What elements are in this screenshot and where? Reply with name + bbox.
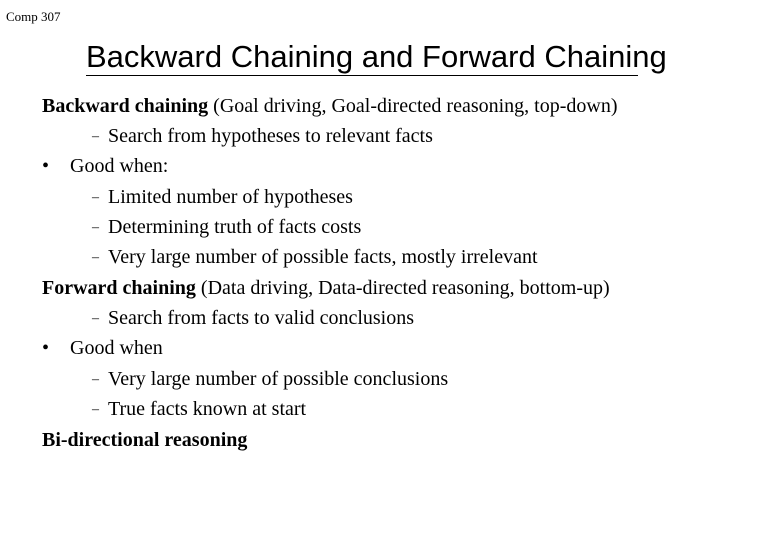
backward-sub-text: Search from hypotheses to relevant facts [108, 125, 433, 147]
bullet-marker: • [42, 155, 50, 177]
forward-sub-item [92, 305, 414, 332]
forward-term: Forward chaining [42, 277, 196, 299]
backward-good-label: Good when: [70, 155, 169, 177]
bullet-marker: • [42, 337, 50, 359]
dash-marker: – [92, 372, 99, 387]
dash-marker: – [92, 220, 99, 235]
bidirectional-heading [42, 427, 247, 453]
backward-good-item [92, 214, 361, 241]
dash-marker: – [92, 190, 99, 205]
forward-good-when [42, 335, 163, 361]
dash-marker: – [92, 129, 99, 144]
backward-good-text: Determining truth of facts costs [108, 216, 362, 238]
title-underline [86, 75, 638, 76]
forward-sub-text: Search from facts to valid conclusions [108, 307, 415, 329]
backward-good-when [42, 153, 168, 179]
backward-sub-item [92, 123, 433, 150]
course-header: Comp 307 [6, 9, 61, 24]
forward-good-item [92, 366, 448, 393]
backward-term: Backward chaining [42, 95, 209, 117]
dash-marker: – [92, 402, 99, 417]
forward-good-label: Good when [70, 337, 163, 359]
backward-good-text: Very large number of possible facts, mostly irrelevant [108, 246, 538, 268]
forward-heading [42, 275, 610, 301]
dash-marker: – [92, 250, 99, 265]
backward-desc: (Goal driving, Goal-directed reasoning, top-down) [208, 95, 618, 117]
title-block [86, 38, 776, 76]
forward-good-text: True facts known at start [108, 398, 307, 420]
forward-desc: (Data driving, Data-directed reasoning, bottom-up) [195, 277, 610, 299]
backward-good-item [92, 244, 538, 271]
backward-good-item [92, 184, 353, 211]
bidirectional-term: Bi-directional reasoning [42, 429, 248, 451]
backward-heading [42, 93, 617, 119]
slide-title: Backward Chaining and Forward Chaining [86, 39, 667, 74]
backward-good-text: Limited number of hypotheses [108, 186, 353, 208]
dash-marker: – [92, 311, 99, 326]
forward-good-text: Very large number of possible conclusions [108, 368, 449, 390]
forward-good-item [92, 396, 306, 423]
